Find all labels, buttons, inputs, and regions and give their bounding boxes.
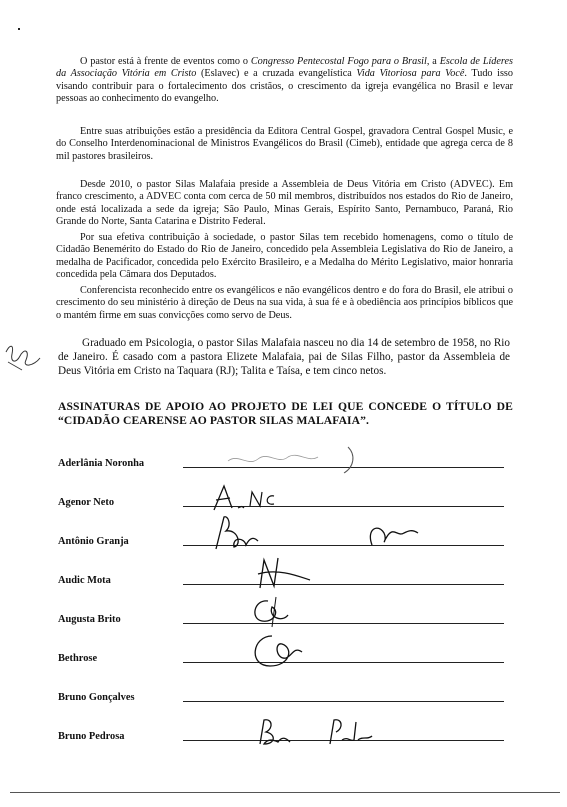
signature-line — [183, 701, 504, 702]
signature-row — [58, 607, 508, 627]
signature-row — [58, 724, 508, 744]
signature-row — [58, 646, 508, 666]
signer-name: Audic Mota — [58, 575, 111, 586]
handwritten-signature — [198, 632, 328, 672]
signature-row — [58, 529, 508, 549]
signature-row — [58, 568, 508, 588]
handwritten-signature — [198, 482, 338, 516]
paragraph-biography: Graduado em Psicologia, o pastor Silas Malafaia nasceu no dia 14 de setembro de 1958, no Rio de Janeiro. É casado com a pastora Elizete Malafaia, pai de Silas Filho, pastor da Assembleia de Deus Vitória em Cristo na Taquara (RJ); Talita e Taísa, e tem cinco netos. — [58, 337, 510, 377]
signer-name: Bethrose — [58, 653, 98, 664]
handwritten-signature — [198, 593, 318, 633]
signer-name: Antônio Granja — [58, 536, 129, 547]
signature-row — [58, 451, 508, 471]
handwritten-signature — [198, 515, 458, 555]
signatures-heading: ASSINATURAS DE APOIO AO PROJETO DE LEI QUE CONCEDE O TÍTULO DE “CIDADÃO CEARENSE AO PASTOR SILAS MALAFAIA”. — [58, 400, 513, 427]
signature-row — [58, 685, 508, 705]
signer-name: Agenor Neto — [58, 497, 115, 508]
signature-row — [58, 490, 508, 510]
margin-initial-signature — [0, 340, 50, 380]
bottom-rule — [10, 792, 560, 793]
paragraph-advec: Desde 2010, o pastor Silas Malafaia preside a Assembleia de Deus Vitória em Cristo (ADVEC). Em franco crescimento, a ADVEC conta com cerca de 50 mil membros, distribuídos nos estados do Rio de Janeiro, onde está localizada a sede da igreja; São Paulo, Minas Gerais, Espírito Santo, Pernambuco, Paraná, Rio Grande do Norte, Santa Catarina e Distrito Federal. — [56, 179, 513, 228]
handwritten-signature — [198, 447, 378, 477]
signer-name: Bruno Pedrosa — [58, 731, 125, 742]
signer-name: Aderlânia Noronha — [58, 458, 145, 469]
scan-mark — [18, 28, 20, 30]
paragraph-speaker: Conferencista reconhecido entre os evangélicos e não evangélicos dentro e do fora do Brasil, ele atribui o crescimento do seu ministério à direção de Deus na sua vida, à sua fé e à obediência aos princípios bíblicos que o mantém firme em suas convicções como servo de Deus. — [56, 285, 513, 321]
paragraph-events: O pastor está à frente de eventos como o Congresso Pentecostal Fogo para o Brasil, a Escola de Líderes da Associação Vitória em Cristo (Eslavec) e a cruzada evangelística Vida Vitoriosa para Você. Tudo isso visando contribuir para o fortalecimento dos cristãos, o crescimento da igreja evangélica no Brasil e levar pessoas ao conhecimento do evangelho. — [56, 56, 513, 105]
paragraph-roles: Entre suas atribuições estão a presidência da Editora Central Gospel, gravadora Central Gospel Music, e do Conselho Interdenominacional de Ministros Evangélicos do Brasil (Cimeb), entidade que agrega cerca de 8 mil pastores brasileiros. — [56, 126, 513, 162]
signer-name: Bruno Gonçalves — [58, 692, 135, 703]
handwritten-signature — [198, 716, 418, 750]
handwritten-signature — [198, 554, 338, 594]
paragraph-honors: Por sua efetiva contribuição à sociedade, o pastor Silas tem recebido homenagens, como o título de Cidadão Benemérito do Estado do Rio de Janeiro, concedido pela Assembleia Legislativa do Rio de Janeiro, a medalha de Pacificador, concedida pelo Exército Brasileiro, e a Medalha do Mérito Legislativo, maior honraria concedida pela Câmara dos Deputados. — [56, 232, 513, 281]
signer-name: Augusta Brito — [58, 614, 121, 625]
